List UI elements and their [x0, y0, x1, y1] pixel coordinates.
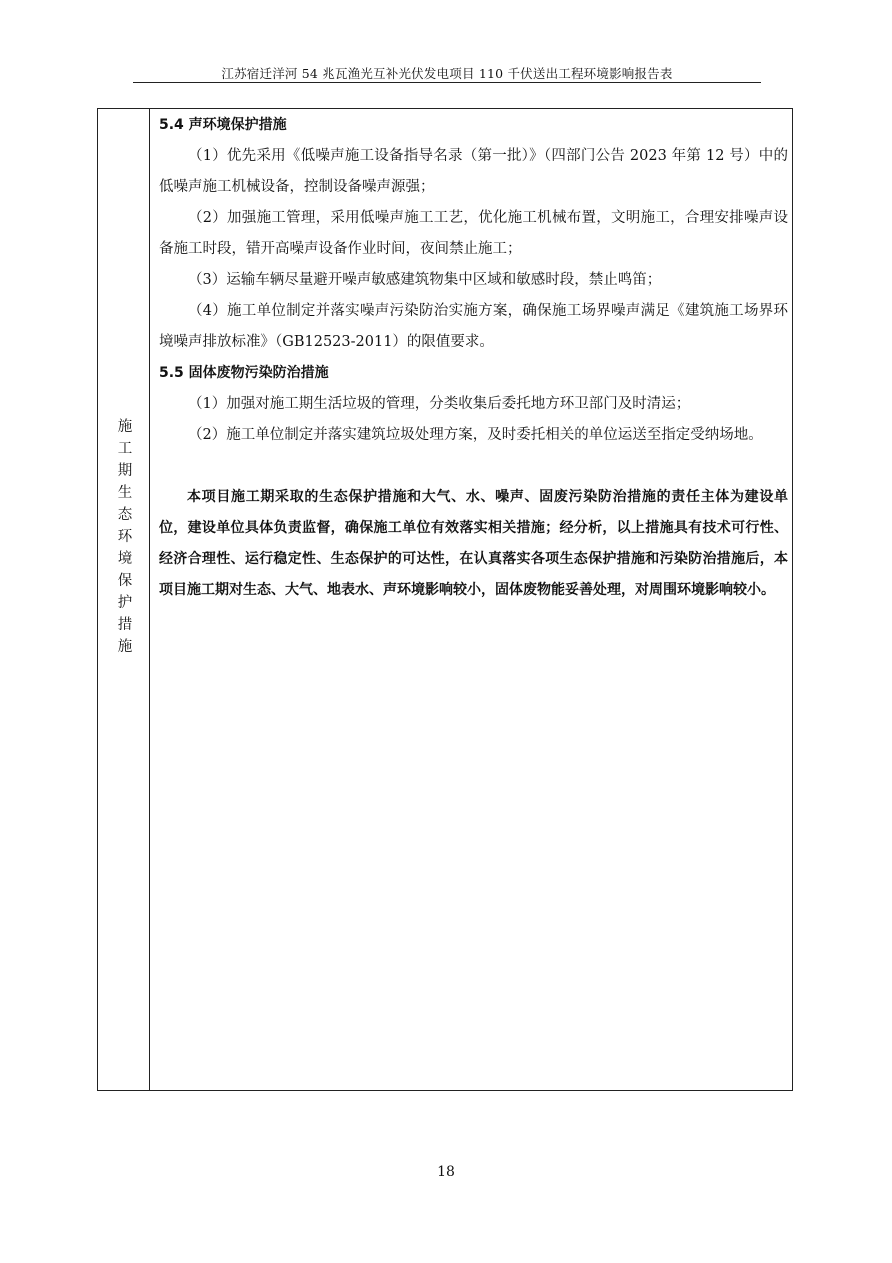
noise-measure-3: （3）运输车辆尽量避开噪声敏感建筑物集中区域和敏感时段，禁止鸣笛；	[188, 272, 662, 288]
measures-table	[97, 108, 793, 1091]
noise-measure-1: （1）优先采用《低噪声施工设备指导名录（第一批）》（四部门公告 2023 年第 12 号）中的低噪声施工机械设备，控制设备噪声源强；	[159, 148, 788, 195]
document-header-title: 江苏宿迁洋河 54 兆瓦渔光互补光伏发电项目 110 千伏送出工程环境影响报告表	[221, 66, 673, 81]
section-heading-5-5: 5.5 固体废物污染防治措施	[159, 365, 329, 381]
page-number: 18	[437, 1164, 455, 1180]
header-rule	[133, 82, 761, 83]
section-heading-5-4: 5.4 声环境保护措施	[159, 117, 287, 133]
waste-measure-2: （2）施工单位制定并落实建筑垃圾处理方案，及时委托相关的单位运送至指定受纳场地。	[188, 427, 763, 443]
row-label-cell	[98, 109, 150, 1090]
noise-measure-4: （4）施工单位制定并落实噪声污染防治实施方案，确保施工场界噪声满足《建筑施工场界环境噪声排放标准》（GB12523-2011）的限值要求。	[159, 303, 788, 350]
paragraph-gap	[159, 451, 788, 482]
conclusion-paragraph: 本项目施工期采取的生态保护措施和大气、水、噪声、固废污染防治措施的责任主体为建设单位，建设单位具体负责监督，确保施工单位有效落实相关措施；经分析，以上措施具有技术可行性、经济合理性、运行稳定性、生态保护的可达性，在认真落实各项生态保护措施和污染防治措施后，本项目施工期对生态、大气、地表水、声环境影响较小，固体废物能妥善处理，对周围环境影响较小。	[159, 489, 788, 598]
row-label: 施工期生态环境保护措施	[117, 419, 133, 655]
waste-measure-1: （1）加强对施工期生活垃圾的管理，分类收集后委托地方环卫部门及时清运；	[188, 396, 691, 412]
noise-measure-2: （2）加强施工管理，采用低噪声施工工艺，优化施工机械布置，文明施工，合理安排噪声设备施工时段，错开高噪声设备作业时间，夜间禁止施工；	[159, 210, 788, 257]
content-cell	[159, 110, 788, 606]
